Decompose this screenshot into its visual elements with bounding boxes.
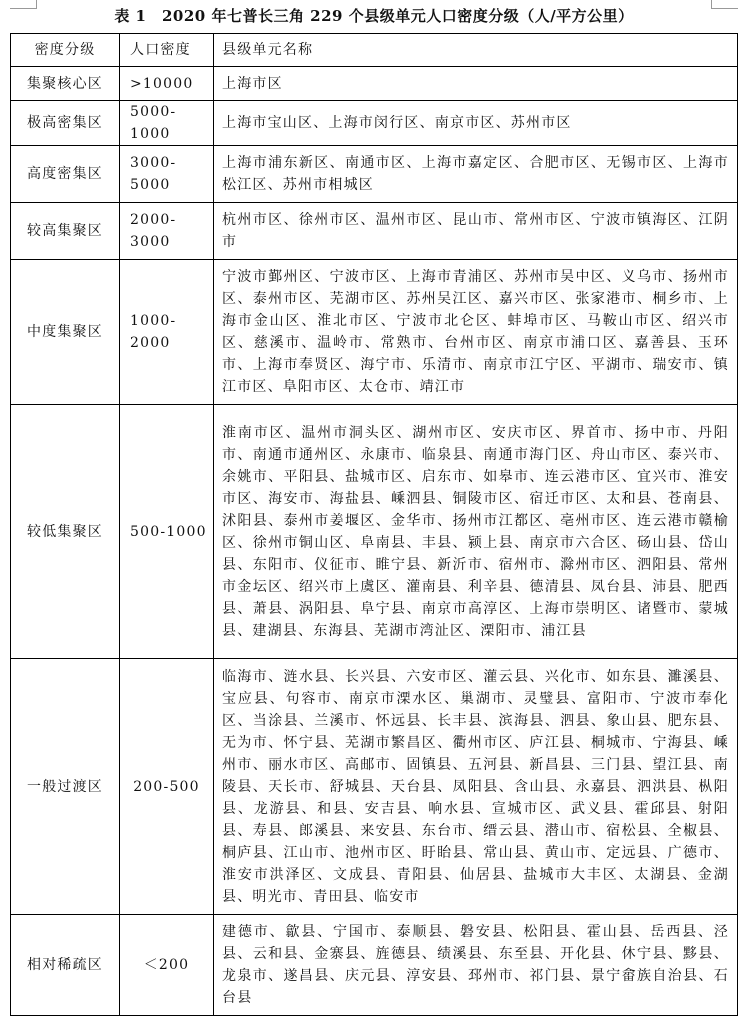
header-units: 县级单元名称 xyxy=(214,34,738,67)
units-cell: 上海市浦东新区、南通市区、上海市嘉定区、合肥市区、无锡市区、上海市松江区、苏州市相城区 xyxy=(214,146,738,203)
table-row xyxy=(11,101,738,146)
units-cell: 建德市、歙县、宁国市、泰顺县、磐安县、松阳县、霍山县、岳西县、泾县、云和县、金寨县、旌德县、绩溪县、东至县、开化县、休宁县、黟县、龙泉市、遂昌县、庆元县、淳安县、邳州市、祁门县、景宁畲族自治县、石台县 xyxy=(214,915,738,1016)
density-cell: 200-500 xyxy=(120,659,214,915)
zone-cell: 较高集聚区 xyxy=(11,203,120,260)
units-cell: 杭州市区、徐州市区、温州市区、昆山市、常州市区、宁波市镇海区、江阴市 xyxy=(214,203,738,260)
table-row xyxy=(11,203,738,260)
density-cell: 2000-3000 xyxy=(120,203,214,260)
density-cell: 500-1000 xyxy=(120,405,214,659)
table-row xyxy=(11,260,738,405)
density-cell: >10000 xyxy=(120,67,214,101)
units-cell: 淮南市区、温州市洞头区、湖州市区、安庆市区、界首市、扬中市、丹阳市、南通市通州区、永康市、临泉县、南通市海门区、舟山市区、泰兴市、余姚市、平阳县、盐城市区、启东市、如皋市、连云港市区、宜兴市、淮安市区、海安市、海盐县、嵊泗县、铜陵市区、宿迁市区、太和县、苍南县、沭阳县、泰州市姜堰区、金华市、扬州市江都区、亳州市区、连云港市赣榆区、徐州市铜山区、阜南县、丰县、颍上县、南京市六合区、砀山县、岱山县、东阳市、仪征市、睢宁县、新沂市、宿州市、滁州市区、泗阳县、常州市金坛区、绍兴市上虞区、灌南县、利辛县、德清县、凤台县、沛县、肥西县、萧县、涡阳县、阜宁县、南京市高淳区、上海市崇明区、诸暨市、蒙城县、建湖县、东海县、芜湖市湾沚区、溧阳市、浦江县 xyxy=(214,405,738,659)
units-cell: 临海市、涟水县、长兴县、六安市区、灌云县、兴化市、如东县、濉溪县、宝应县、句容市、南京市溧水区、巢湖市、灵璧县、富阳市、宁波市奉化区、当涂县、兰溪市、怀远县、长丰县、滨海县、泗县、象山县、肥东县、无为市、怀宁县、芜湖市繁昌区、衢州市区、庐江县、桐城市、宁海县、嵊州市、丽水市区、高邮市、固镇县、五河县、新昌县、三门县、望江县、南陵县、天长市、舒城县、天台县、凤阳县、含山县、永嘉县、泗洪县、枞阳县、龙游县、和县、安吉县、响水县、宣城市区、武义县、霍邱县、射阳县、寿县、郎溪县、来安县、东台市、缙云县、潜山市、宿松县、全椒县、桐庐县、江山市、池州市区、盱眙县、常山县、黄山市、定远县、广德市、淮安市洪泽区、文成县、青阳县、仙居县、盐城市大丰区、太湖县、金湖县、明光市、青田县、临安市 xyxy=(214,659,738,915)
density-cell: 3000-5000 xyxy=(120,146,214,203)
header-zone: 密度分级 xyxy=(11,34,120,67)
zone-cell: 一般过渡区 xyxy=(11,659,120,915)
table-row xyxy=(11,915,738,1016)
table-row xyxy=(11,659,738,915)
table-row xyxy=(11,146,738,203)
units-cell: 上海市区 xyxy=(214,67,738,101)
density-cell: ＜200 xyxy=(120,915,214,1016)
table-row xyxy=(11,67,738,101)
density-table xyxy=(10,33,738,1016)
table-header-row xyxy=(11,34,738,67)
units-cell: 宁波市鄞州区、宁波市区、上海市青浦区、苏州市吴中区、义乌市、扬州市区、泰州市区、芜湖市区、苏州吴江区、嘉兴市区、张家港市、桐乡市、上海市金山区、淮北市区、宁波市北仑区、蚌埠市区、马鞍山市区、绍兴市区、慈溪市、温岭市、常熟市、台州市区、南京市浦口区、嘉善县、玉环市、上海市奉贤区、海宁市、乐清市、南京市江宁区、平湖市、瑞安市、镇江市区、阜阳市区、太仓市、靖江市 xyxy=(214,260,738,405)
density-cell: 5000-1000 xyxy=(120,101,214,146)
zone-cell: 极高密集区 xyxy=(11,101,120,146)
zone-cell: 集聚核心区 xyxy=(11,67,120,101)
table-row xyxy=(11,405,738,659)
zone-cell: 较低集聚区 xyxy=(11,405,120,659)
density-cell: 1000-2000 xyxy=(120,260,214,405)
zone-cell: 相对稀疏区 xyxy=(11,915,120,1016)
header-density: 人口密度 xyxy=(120,34,214,67)
units-cell: 上海市宝山区、上海市闵行区、南京市区、苏州市区 xyxy=(214,101,738,146)
table-title: 表 1 2020 年七普长三角 229 个县级单元人口密度分级（人/平方公里） xyxy=(114,7,634,25)
zone-cell: 中度集聚区 xyxy=(11,260,120,405)
zone-cell: 高度密集区 xyxy=(11,146,120,203)
